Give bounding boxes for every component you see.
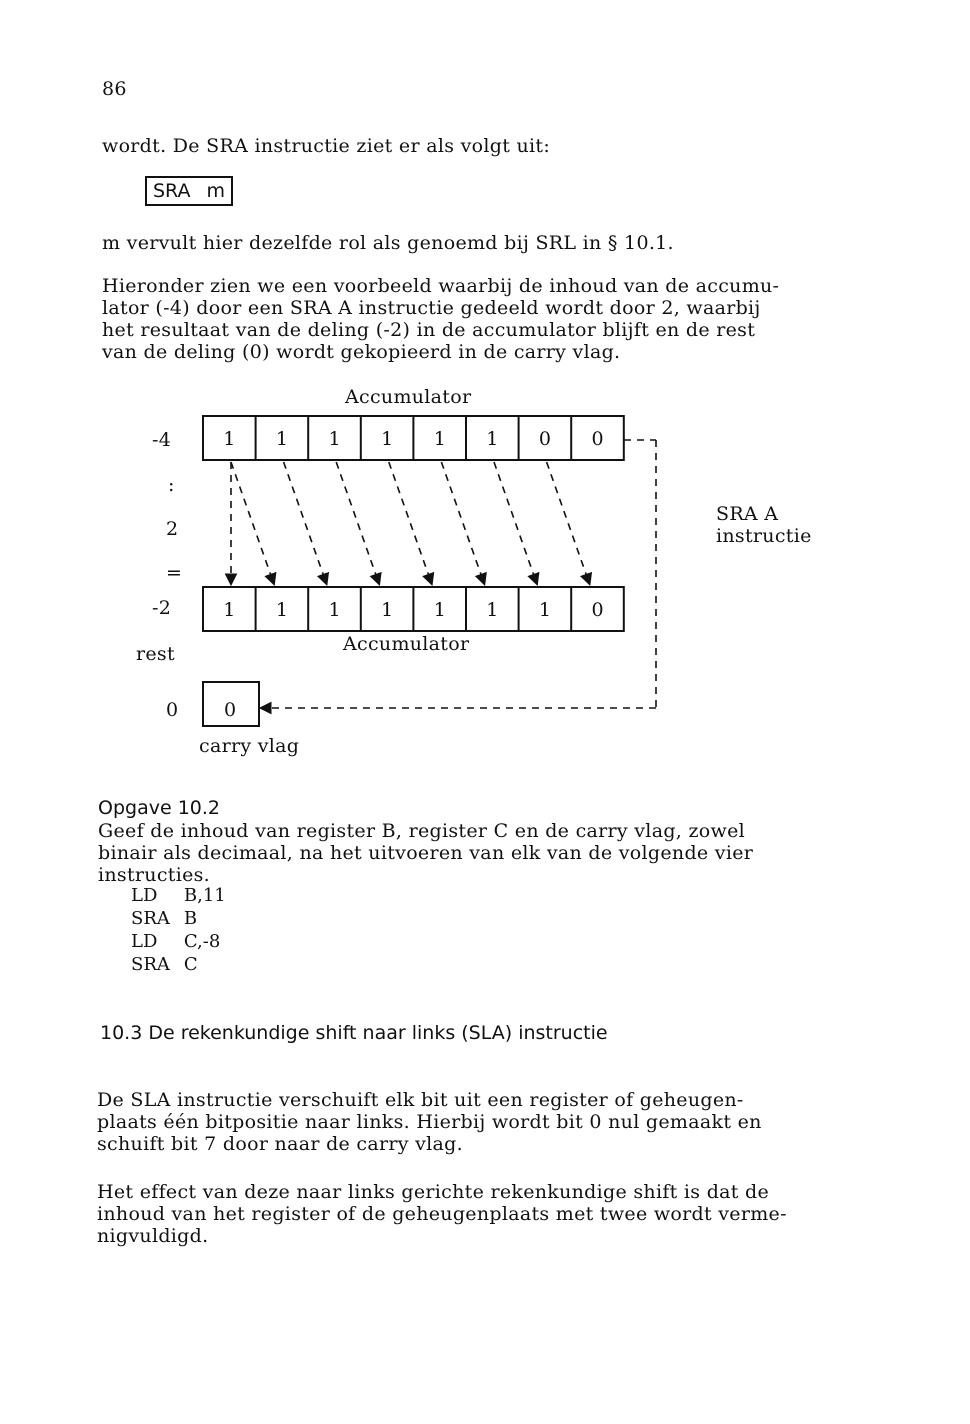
shift-arrow [494, 462, 537, 583]
text-line: Hieronder zien we een voorbeeld waarbij de inhoud van de accumu- [102, 275, 780, 297]
carry-bit: 0 [224, 699, 237, 721]
text-line: De SLA instructie verschuift elk bit uit een register of geheugen- [97, 1089, 744, 1111]
carry-path [262, 440, 656, 708]
top-register-bit: 0 [591, 428, 604, 450]
bottom-register-bit: 1 [275, 599, 289, 621]
text-line: inhoud van het register of de geheugenplaats met twee wordt verme- [97, 1203, 787, 1225]
code-line [131, 953, 240, 976]
top-register-bit: 1 [486, 428, 499, 450]
bottom-register-bit: 0 [591, 599, 604, 621]
top-accumulator-register [203, 416, 624, 460]
divide-sign: : [168, 474, 175, 496]
top-register-bit: 1 [381, 428, 394, 450]
code-op: SRA [131, 954, 170, 975]
shift-arrow [231, 462, 274, 583]
top-register-bit: 0 [538, 428, 552, 450]
text-line: binair als decimaal, na het uitvoeren van elk van de volgende vier [98, 842, 754, 864]
text-line: nigvuldigd. [97, 1225, 209, 1247]
text-line: m vervult hier dezelfde rol als genoemd bij SRL in § 10.1. [102, 232, 674, 254]
section-heading: 10.3 De rekenkundige shift naar links (SLA) instructie [100, 1022, 608, 1044]
text-line: instructies. [98, 864, 211, 886]
shift-arrow [336, 462, 379, 583]
text-line: lator (-4) door een SRA A instructie gedeeld wordt door 2, waarbij [102, 297, 761, 319]
top-register-bit: 1 [328, 428, 341, 450]
code-line [131, 907, 240, 930]
value-2: 2 [166, 518, 179, 540]
paragraph-sla-effect [97, 1181, 787, 1247]
bottom-register-bit: 1 [328, 599, 341, 621]
code-arg: C [183, 954, 198, 975]
instruction-name: SRA A [716, 503, 779, 525]
exercise-text [98, 820, 753, 886]
exercise-code [131, 884, 240, 976]
top-register-bit: 1 [433, 428, 447, 450]
text-line: Geef de inhoud van register B, register C en de carry vlag, zowel [98, 820, 745, 842]
code-op: SRA [131, 908, 170, 929]
shift-arrow [284, 462, 327, 583]
carry-flag-label: carry vlag [199, 735, 300, 757]
shift-arrows [231, 462, 589, 583]
value-minus-2: -2 [152, 597, 172, 619]
instruction-label: instructie [716, 525, 812, 547]
top-accumulator-label: Accumulator [345, 386, 472, 408]
code-line [131, 930, 240, 953]
bottom-register-bit: 1 [538, 599, 552, 621]
bottom-register-bit: 1 [433, 599, 447, 621]
shift-arrow [547, 462, 590, 583]
code-arg: B,11 [183, 885, 226, 906]
bottom-accumulator-label: Accumulator [343, 633, 470, 655]
rest-value: 0 [166, 699, 179, 721]
equals-sign: = [166, 562, 183, 584]
code-op: LD [131, 931, 158, 952]
bottom-accumulator-register [203, 587, 624, 631]
bottom-register-bit: 1 [223, 599, 236, 621]
code-arg: B [183, 908, 198, 929]
bottom-register-bit: 1 [486, 599, 499, 621]
rest-label: rest [136, 643, 175, 665]
text-line: het resultaat van de deling (-2) in de accumulator blijft en de rest [102, 319, 756, 341]
code-arg: C,-8 [183, 931, 221, 952]
bottom-register-bit: 1 [381, 599, 394, 621]
value-minus-4: -4 [152, 429, 172, 451]
top-register-bit: 1 [275, 428, 289, 450]
text-line: Het effect van deze naar links gerichte rekenkundige shift is dat de [97, 1181, 770, 1203]
intro-line: wordt. De SRA instructie ziet er als volgt uit: [102, 135, 551, 157]
exercise-title: Opgave 10.2 [98, 797, 220, 819]
shift-arrow [441, 462, 484, 583]
code-line [131, 884, 240, 907]
text-line: van de deling (0) wordt gekopieerd in de carry vlag. [102, 341, 621, 363]
page-number: 86 [102, 78, 127, 100]
code-op: LD [131, 885, 158, 906]
syntax-box: SRA m [145, 176, 233, 206]
top-register-bit: 1 [223, 428, 236, 450]
text-line: schuift bit 7 door naar de carry vlag. [97, 1133, 463, 1155]
paragraph-sla-description [97, 1089, 762, 1155]
shift-arrow [389, 462, 432, 583]
text-line: plaats één bitpositie naar links. Hierbij wordt bit 0 nul gemaakt en [97, 1111, 762, 1133]
